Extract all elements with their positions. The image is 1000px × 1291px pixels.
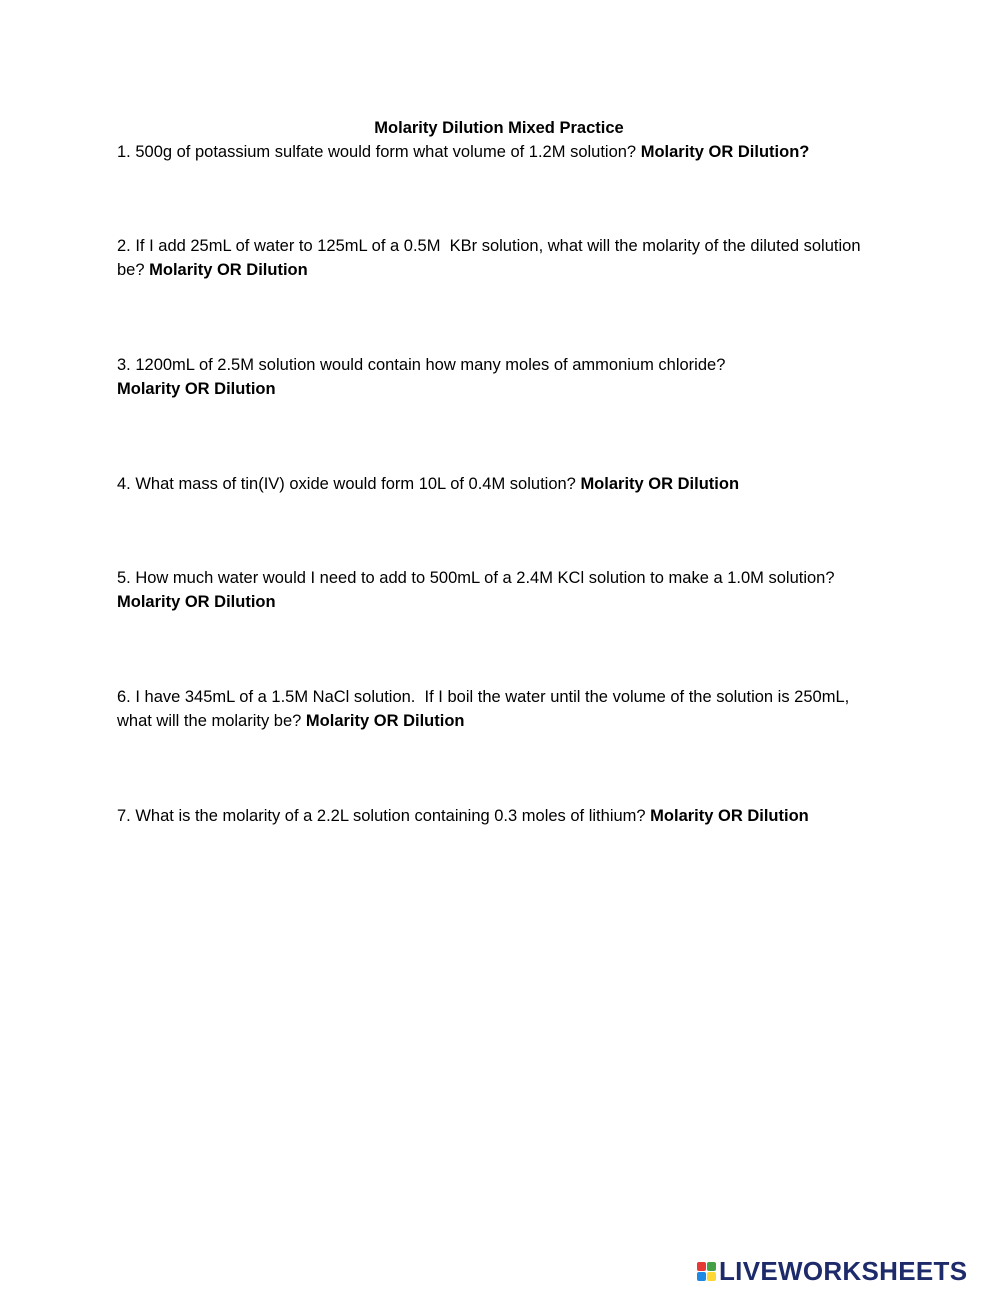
question-tag: Molarity OR Dilution?	[640, 143, 810, 161]
question-tag: Molarity OR Dilution	[305, 712, 465, 730]
question-7	[117, 804, 907, 828]
page-title: Molarity Dilution Mixed Practice	[374, 119, 624, 137]
question-6	[117, 685, 887, 733]
logo-text: LIVEWORKSHEETS	[719, 1256, 968, 1286]
question-text: 1. 500g of potassium sulfate would form what volume of 1.2M solution?	[117, 143, 641, 161]
question-tag: Molarity OR Dilution	[117, 593, 276, 611]
question-tag: Molarity OR Dilution	[117, 380, 276, 398]
logo-mark-square	[697, 1272, 706, 1281]
question-text: 5. How much water would I need to add to 500mL of a 2.4M KCl solution to make a 1.0M solution?	[117, 569, 840, 587]
logo-mark-icon	[697, 1262, 716, 1281]
logo-mark-square	[697, 1262, 706, 1271]
question-tag: Molarity OR Dilution	[149, 261, 308, 279]
liveworksheets-logo	[697, 1258, 967, 1284]
question-3	[117, 353, 887, 401]
question-text: 4. What mass of tin(IV) oxide would form 10L of 0.4M solution?	[117, 475, 581, 493]
question-text: 2. If I add 25mL of water to 125mL of a 0.5M KBr solution, what will the molarity of the diluted solution be?	[117, 237, 866, 279]
question-tag: Molarity OR Dilution	[650, 807, 809, 825]
question-tag: Molarity OR Dilution	[580, 475, 740, 493]
question-2	[117, 234, 887, 282]
question-5	[117, 566, 887, 614]
question-1	[117, 140, 907, 164]
question-text: 7. What is the molarity of a 2.2L solution containing 0.3 moles of lithium?	[117, 807, 651, 825]
question-text: 3. 1200mL of 2.5M solution would contain how many moles of ammonium chloride?	[117, 356, 726, 374]
question-4	[117, 472, 907, 496]
logo-mark-square	[707, 1272, 716, 1281]
logo-mark-square	[707, 1262, 716, 1271]
question-text: 6. I have 345mL of a 1.5M NaCl solution. If I boil the water until the volume of the solution is 250mL, what will the molarity be?	[117, 688, 854, 730]
